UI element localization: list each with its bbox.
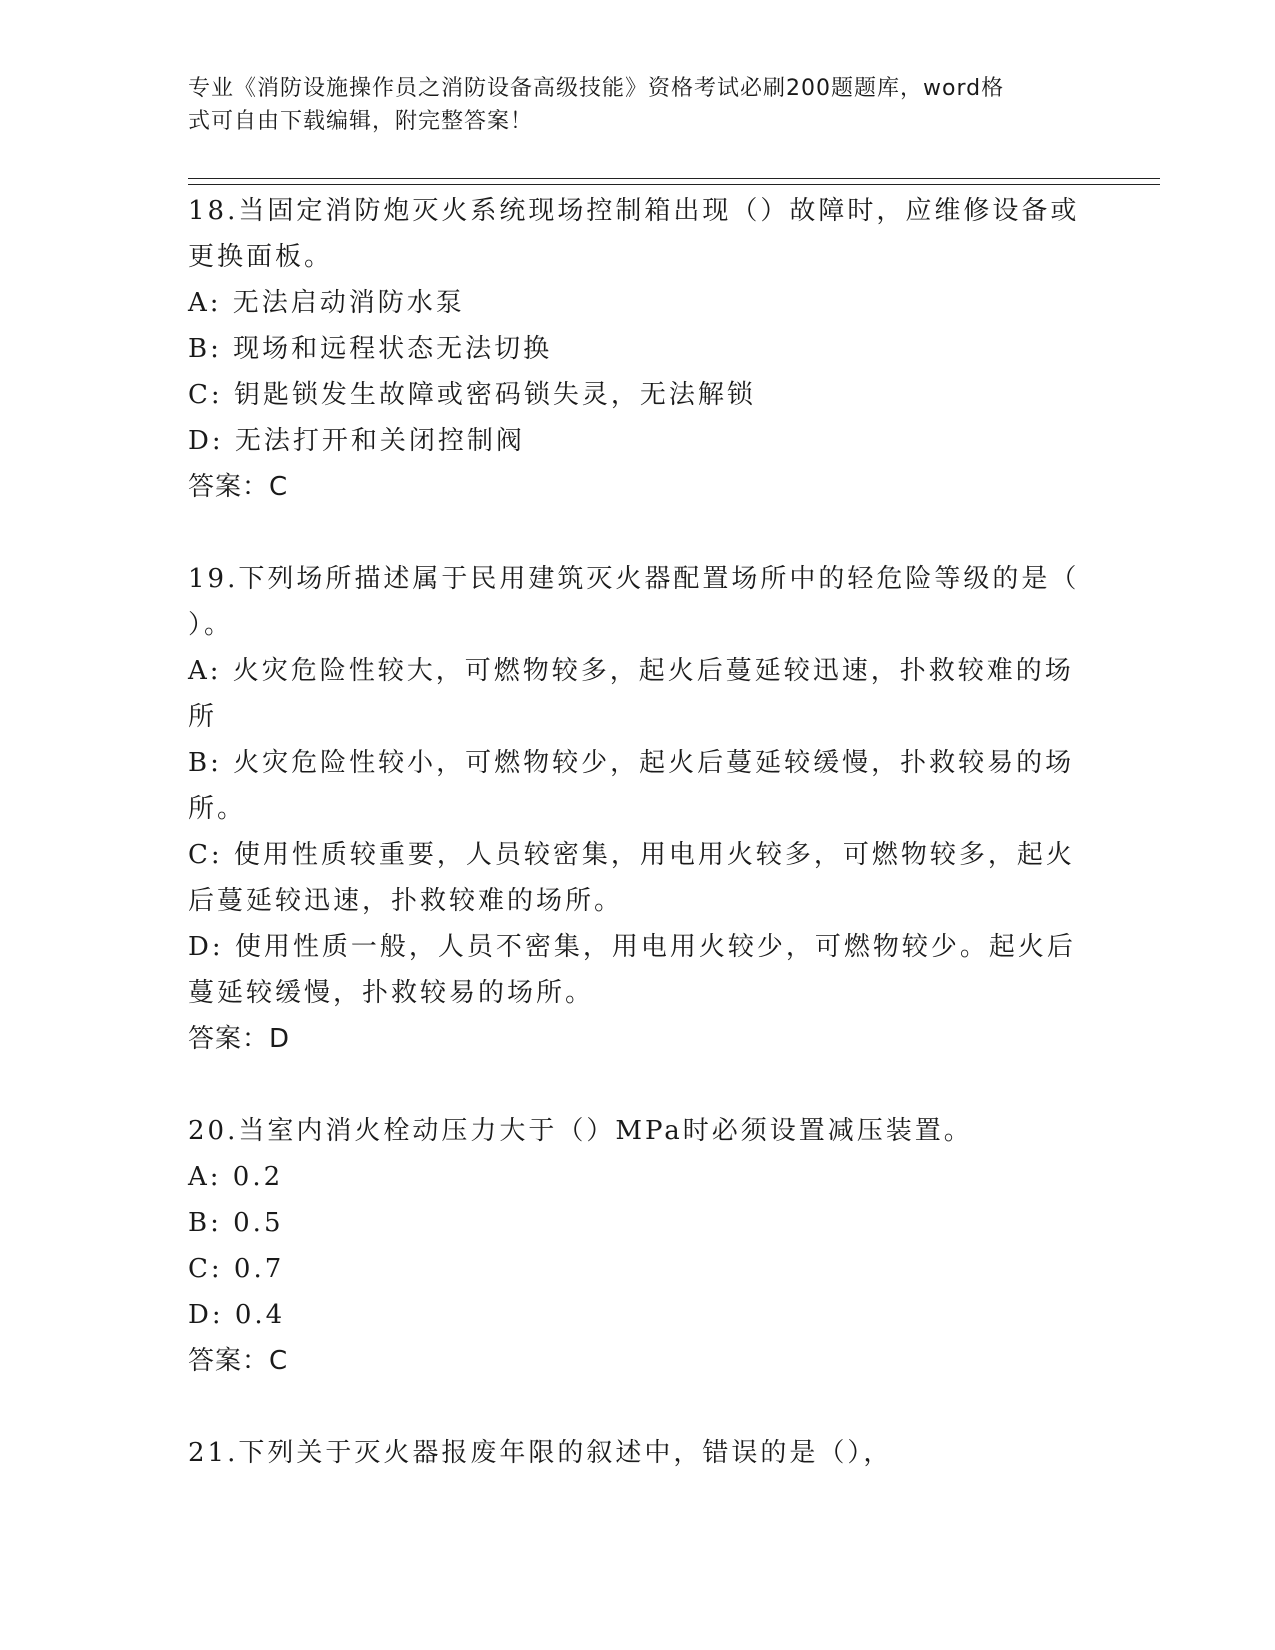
header-line-2: 式可自由下载编辑，附完整答案！ (188, 109, 534, 134)
answer-line: 答案：C (188, 472, 289, 502)
option-d: D: 使用性质一般，人员不密集，用电用火较少，可燃物较少。起火后 (188, 932, 1076, 962)
option-c: C: 0.7 (188, 1254, 285, 1284)
header-divider-top (188, 178, 1160, 179)
option-b: B: 0.5 (188, 1208, 284, 1238)
option-a: A: 0.2 (188, 1162, 284, 1192)
answer-line: 答案：C (188, 1346, 289, 1376)
question-18 (188, 188, 1088, 510)
option-d: D: 无法打开和关闭控制阀 (188, 426, 525, 456)
header-divider-bottom (188, 184, 1160, 185)
spacer (188, 510, 1088, 556)
option-a: A: 无法启动消防水泵 (188, 288, 465, 318)
option-b-continued: 所。 (188, 794, 247, 824)
spacer (188, 1062, 1088, 1108)
question-list (188, 188, 1088, 1476)
question-stem-line: 19.下列场所描述属于民用建筑灭火器配置场所中的轻危险等级的是（ (188, 564, 1080, 594)
option-c: C: 使用性质较重要，人员较密集，用电用火较多，可燃物较多，起火 (188, 840, 1075, 870)
option-c-continued: 后蔓延较迅速，扑救较难的场所。 (188, 886, 624, 916)
header-line-1: 专业《消防设施操作员之消防设备高级技能》资格考试必刷200题题库，word格 (188, 76, 1005, 101)
option-b: B: 现场和远程状态无法切换 (188, 334, 553, 364)
question-stem-line: 更换面板。 (188, 242, 334, 272)
option-c: C: 钥匙锁发生故障或密码锁失灵，无法解锁 (188, 380, 756, 410)
option-b: B: 火灾危险性较小，可燃物较少，起火后蔓延较缓慢，扑救较易的场 (188, 748, 1075, 778)
question-21 (188, 1430, 1088, 1476)
question-19 (188, 556, 1088, 1062)
question-stem-line: 21.下列关于灭火器报废年限的叙述中，错误的是（）， (188, 1438, 893, 1468)
question-stem-line: ）。 (188, 610, 234, 640)
option-a: A: 火灾危险性较大，可燃物较多，起火后蔓延较迅速，扑救较难的场 (188, 656, 1074, 686)
document-header (188, 72, 1088, 138)
answer-line: 答案：D (188, 1024, 291, 1054)
question-stem-line: 20.当室内消火栓动压力大于（）MPa时必须设置减压装置。 (188, 1116, 973, 1146)
option-d: D: 0.4 (188, 1300, 286, 1330)
option-a-continued: 所 (188, 702, 218, 732)
question-20 (188, 1108, 1088, 1384)
spacer (188, 1384, 1088, 1430)
option-d-continued: 蔓延较缓慢，扑救较易的场所。 (188, 978, 595, 1008)
question-stem-line: 18.当固定消防炮灭火系统现场控制箱出现（）故障时，应维修设备或 (188, 196, 1080, 226)
